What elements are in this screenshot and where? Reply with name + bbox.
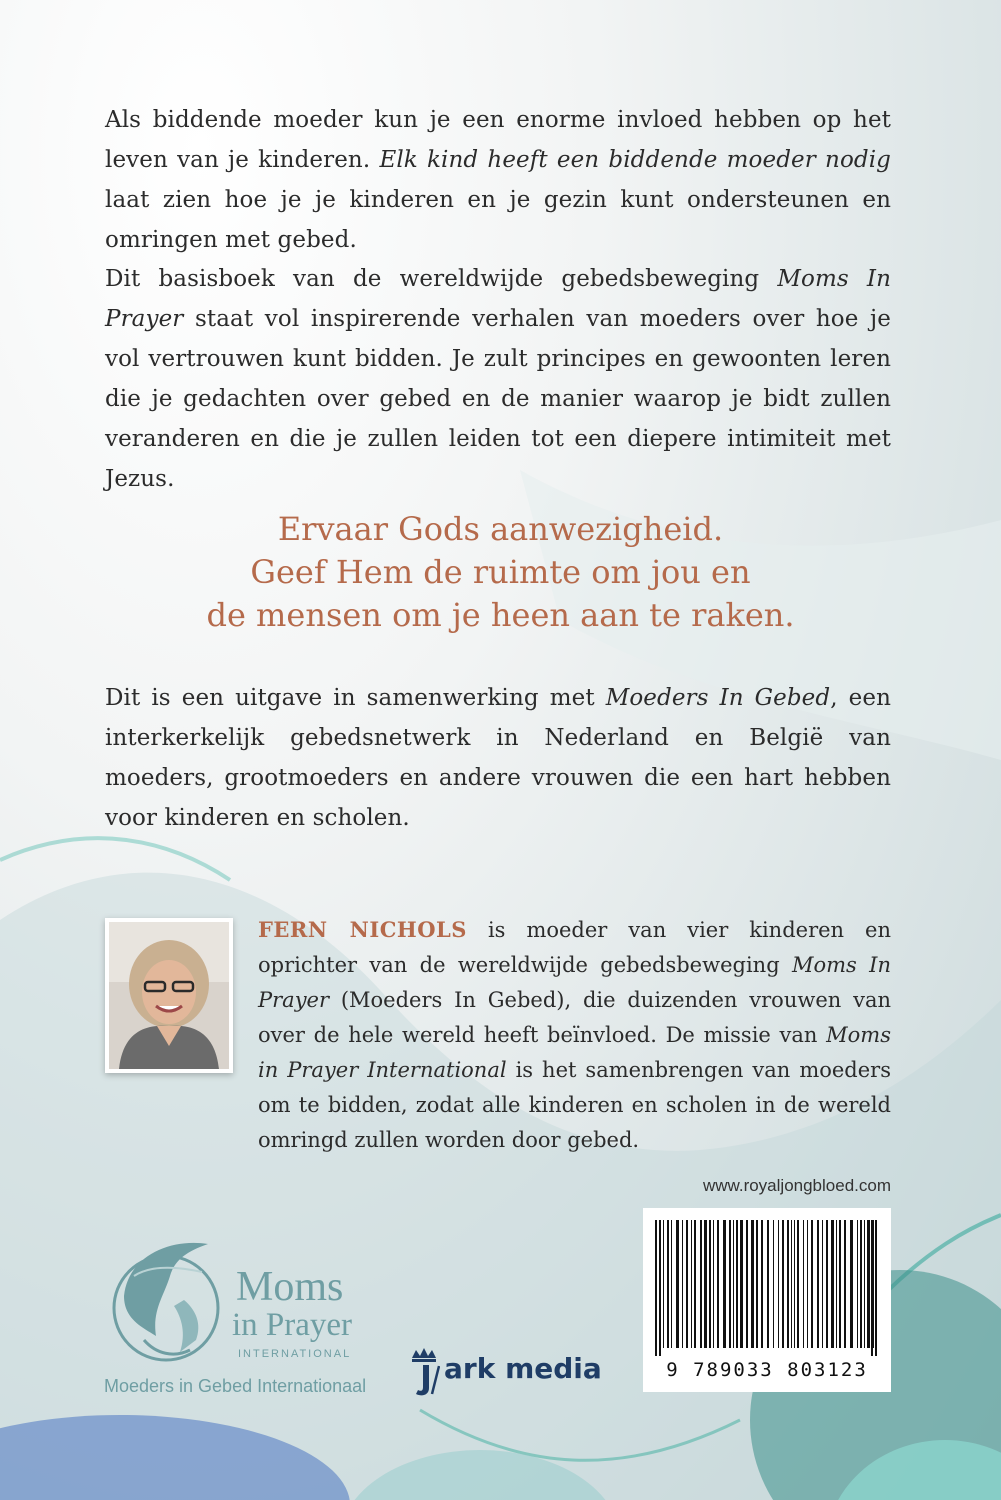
bio-text: is moeder van vier kinderen en oprichter van de wereldwijde gebedsbeweging — [258, 918, 891, 977]
isbn-number: 9 789033 803123 — [666, 1359, 868, 1381]
logo-word-moms: Moms — [236, 1264, 344, 1310]
barcode-bar — [694, 1220, 696, 1348]
barcode-bar — [723, 1220, 726, 1348]
crown-j-icon — [406, 1348, 440, 1398]
barcode-bar — [826, 1220, 828, 1348]
bio-movement-italic: Moms In Prayer — [258, 953, 891, 1012]
barcode-bar — [736, 1220, 738, 1348]
barcode-bar — [844, 1220, 846, 1348]
barcode-bar — [671, 1220, 672, 1348]
publisher-name: ark media — [444, 1352, 602, 1385]
barcode-guard-bar — [655, 1220, 657, 1356]
description-text: Dit basisboek van de wereldwijde gebedsbeweging — [105, 266, 778, 292]
intro-text: Als biddende moeder kun je een enorme invloed hebben op het leven van je kinderen. — [105, 107, 891, 173]
barcode-bar — [700, 1220, 702, 1348]
barcode-bar — [803, 1220, 804, 1348]
barcode-bar — [767, 1220, 769, 1348]
bio-organization-italic: Moms in Prayer International — [258, 1023, 891, 1082]
intro-text-continued: laat zien hoe je je kinderen en je gezin kunt ondersteunen en omringen met gebed. — [105, 187, 891, 253]
barcode-bar — [822, 1220, 823, 1348]
organization-name-italic: Moeders In Gebed — [605, 685, 831, 711]
author-photo — [105, 918, 233, 1073]
barcode-bar — [709, 1220, 711, 1348]
barcode-guard-bar — [871, 1220, 873, 1356]
partnership-text: Dit is een uitgave in samenwerking met — [105, 685, 606, 711]
barcode-bar — [663, 1220, 664, 1348]
quote-line-3: de mensen om je heen aan te raken. — [206, 596, 795, 634]
barcode-bar — [817, 1220, 819, 1348]
barcode-guard-bar — [875, 1220, 877, 1356]
bio-text-continued: (Moeders In Gebed), die duizenden vrouwen van over de hele wereld heeft beïnvloed. De missie van — [258, 988, 891, 1047]
barcode-bars — [651, 1220, 883, 1356]
barcode-bar — [831, 1220, 834, 1348]
logo-word-in-prayer: in Prayer — [232, 1307, 353, 1343]
book-title-italic: Elk kind heeft een biddende moeder nodig — [379, 147, 891, 173]
isbn-barcode — [643, 1208, 891, 1392]
barcode-bar — [756, 1220, 758, 1348]
bio-text-end: is het samenbrengen van moeders om te bidden, zodat alle kinderen en scholen in de wereld omringd zullen worden door gebed. — [258, 1058, 891, 1152]
barcode-bar — [864, 1220, 865, 1348]
barcode-bar — [794, 1220, 795, 1348]
barcode-bar — [686, 1220, 688, 1348]
highlight-quote — [0, 508, 1001, 637]
barcode-bar — [691, 1220, 692, 1348]
movement-name-italic: Moms In Prayer — [105, 266, 892, 332]
barcode-bar — [867, 1220, 870, 1348]
intro-paragraph — [105, 100, 891, 260]
barcode-bar — [713, 1220, 714, 1348]
description-text-continued: staat vol inspirerende verhalen van moeders over hoe je vol vertrouwen kunt bidden. Je zult principes en gewoonten leren die je gedachten over gebed en de manier waarop je bidt zullen veranderen en die je zullen leiden tot een diepere intimiteit met Jezus. — [105, 306, 891, 492]
barcode-bar — [860, 1220, 862, 1348]
barcode-bar — [682, 1220, 683, 1348]
barcode-bar — [773, 1220, 774, 1348]
barcode-bar — [811, 1220, 813, 1348]
barcode-bar — [761, 1220, 763, 1348]
partnership-text-continued: , een interkerkelijk gebedsnetwerk in Nederland en België van moeders, grootmoeders en andere vrouwen die een hart hebben voor kinderen en scholen. — [105, 685, 891, 831]
author-bio — [258, 912, 891, 1158]
barcode-bar — [740, 1220, 743, 1348]
barcode-bar — [717, 1220, 719, 1348]
barcode-bar — [667, 1220, 669, 1348]
barcode-bar — [791, 1220, 792, 1348]
barcode-bar — [704, 1220, 707, 1348]
barcode-bar — [746, 1220, 748, 1348]
quote-line-2: Geef Hem de ruimte om jou en — [250, 553, 751, 591]
publisher-website: www.royaljongbloed.com — [702, 1176, 891, 1195]
barcode-guard-bar — [659, 1220, 661, 1356]
quote-line-1: Ervaar Gods aanwezigheid. — [277, 510, 724, 548]
barcode-bar — [839, 1220, 841, 1348]
author-portrait-image — [109, 922, 229, 1069]
moms-in-prayer-logo — [104, 1236, 374, 1401]
barcode-bar — [797, 1220, 799, 1348]
praying-mother-emblem-icon — [104, 1236, 234, 1371]
description-paragraph — [105, 259, 891, 499]
barcode-bar — [782, 1220, 784, 1348]
partnership-paragraph — [105, 678, 891, 838]
barcode-bar — [850, 1220, 853, 1348]
author-name: FERN NICHOLS — [258, 917, 467, 942]
barcode-bar — [857, 1220, 858, 1348]
barcode-bar — [807, 1220, 808, 1348]
barcode-bar — [787, 1220, 789, 1348]
logo-subtitle: Moeders in Gebed Internationaal — [104, 1376, 367, 1396]
barcode-bar — [676, 1220, 679, 1348]
barcode-bar — [733, 1220, 734, 1348]
barcode-bar — [778, 1220, 779, 1348]
logo-word-international: INTERNATIONAL — [238, 1348, 352, 1360]
barcode-bar — [836, 1220, 837, 1348]
barcode-bar — [729, 1220, 731, 1348]
barcode-bar — [751, 1220, 754, 1348]
